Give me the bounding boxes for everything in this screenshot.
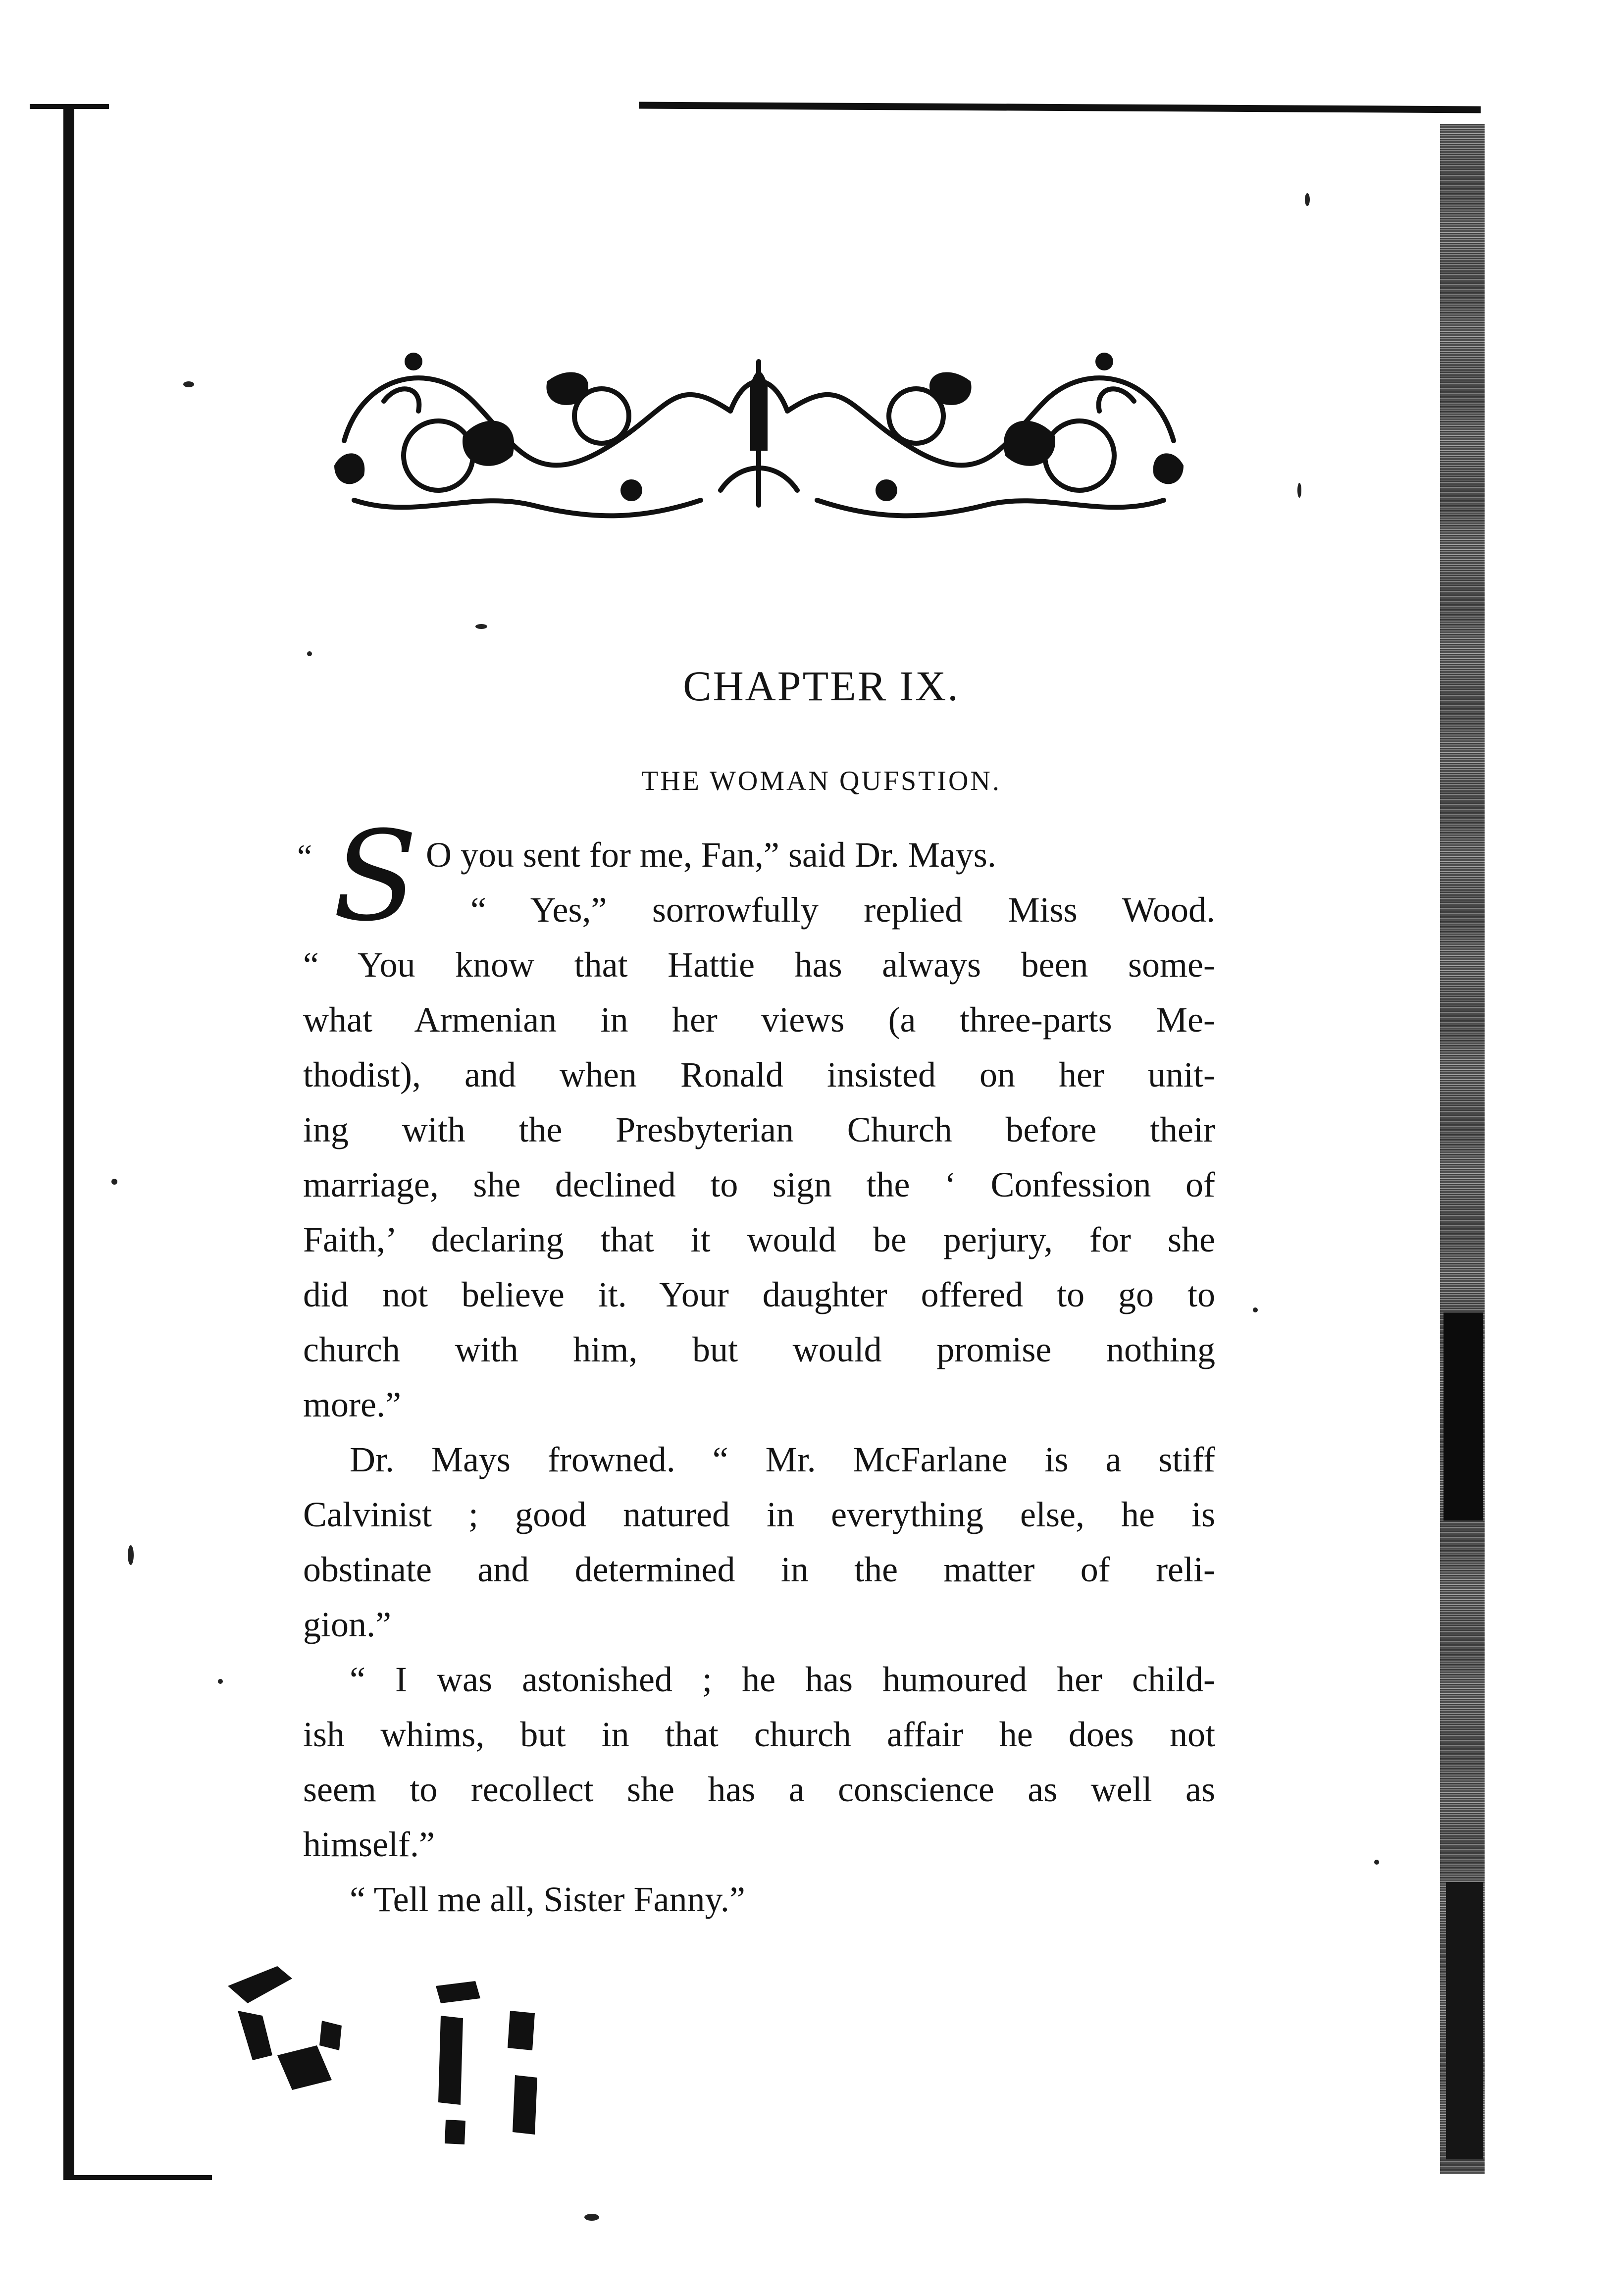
text-line: “ Tell me all, Sister Fanny.” (350, 1879, 745, 1919)
scan-speck (1305, 193, 1310, 206)
text-line: thodist), and when Ronald insisted on her unit- (303, 1055, 1215, 1095)
text-line: did not believe it. Your daughter offered to go to (303, 1275, 1215, 1314)
text-line: “ You know that Hattie has always been some- (303, 945, 1215, 985)
ink-stamp-smudge (218, 1956, 565, 2164)
text-line: himself.” (303, 1825, 435, 1864)
scan-border-left (63, 104, 74, 2179)
text-line: seem to recollect she has a conscience as well as (303, 1770, 1215, 1809)
scan-speck (307, 651, 312, 656)
floral-headpiece-ornament (324, 342, 1193, 530)
scan-speck (1297, 483, 1301, 498)
text-line: gion.” (303, 1605, 391, 1644)
chapter-subtitle: THE WOMAN QUFSTION. (641, 766, 1001, 796)
scan-speck (111, 1179, 117, 1185)
scan-border-bottom-left (63, 2175, 212, 2180)
chapter-title: CHAPTER IX. (683, 662, 960, 710)
text-line: marriage, she declined to sign the ‘ Confession of (303, 1165, 1215, 1204)
text-line: Faith,’ declaring that it would be perjury, for she (303, 1220, 1215, 1259)
scan-speck (475, 624, 487, 629)
scan-shadow-right (1443, 1312, 1483, 1520)
scan-shadow-right-lower (1446, 1882, 1483, 2159)
scan-border-top (639, 102, 1481, 113)
scan-speck (584, 2214, 599, 2221)
scan-speck (1253, 1307, 1258, 1312)
text-line: church with him, but would promise nothing (303, 1330, 1215, 1369)
scan-speck (218, 1679, 223, 1684)
text-line: more.” (303, 1385, 401, 1424)
text-line: ish whims, but in that church affair he does not (303, 1715, 1215, 1754)
scan-speck (128, 1545, 134, 1565)
opening-quote-mark: “ (297, 837, 312, 875)
drop-cap-letter: S (333, 804, 418, 948)
text-line: O you sent for me, Fan,” said Dr. Mays. (426, 835, 996, 875)
scan-speck (183, 381, 194, 387)
text-line: “ Yes,” sorrowfully replied Miss Wood. (470, 890, 1215, 930)
text-line: ing with the Presbyterian Church before their (303, 1110, 1215, 1149)
drop-cap (333, 804, 418, 948)
text-line: Calvinist ; good natured in everything else, he is (303, 1495, 1215, 1534)
text-line: what Armenian in her views (a three-parts Me- (303, 1000, 1215, 1040)
text-line: Dr. Mays frowned. “ Mr. McFarlane is a stiff (350, 1440, 1215, 1479)
scan-speck (1374, 1860, 1379, 1865)
text-line: “ I was astonished ; he has humoured her child- (350, 1660, 1215, 1699)
text-line: obstinate and determined in the matter of reli- (303, 1550, 1215, 1589)
scan-border-right (1440, 124, 1485, 2174)
